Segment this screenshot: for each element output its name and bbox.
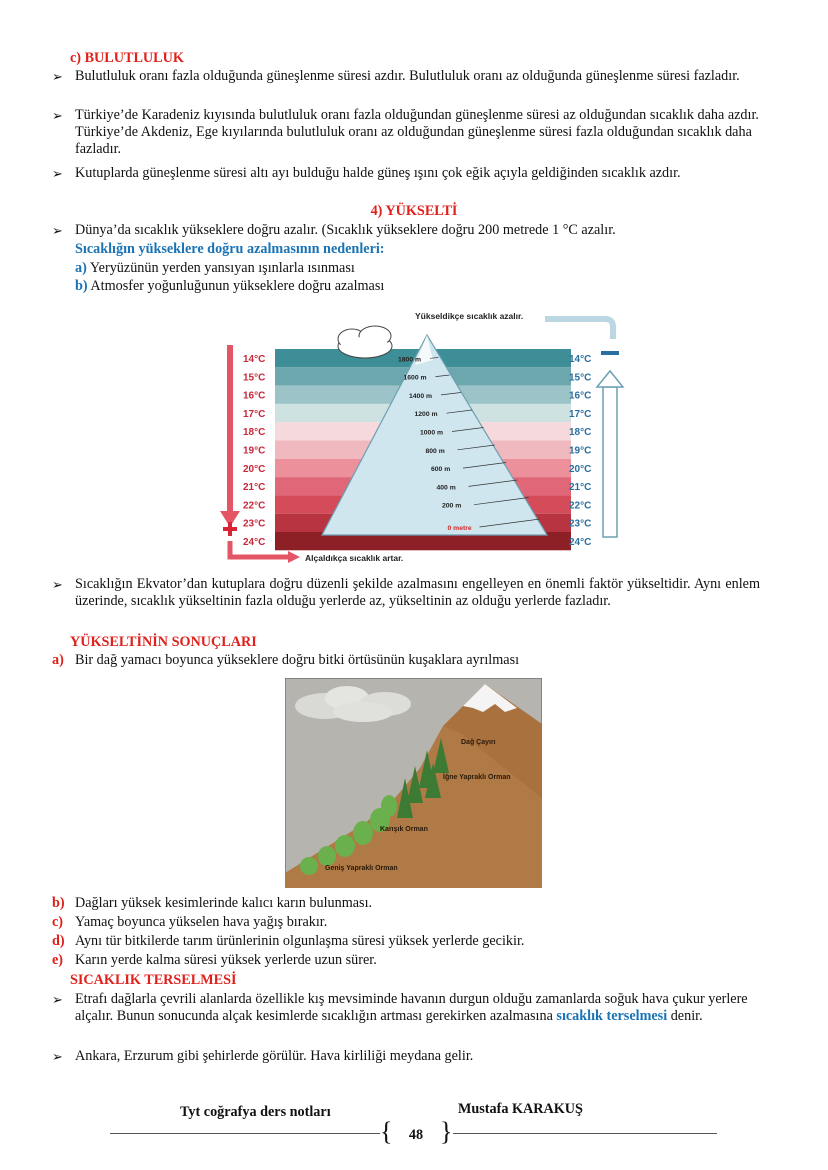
right-arrow-icon <box>288 551 300 563</box>
paragraph: Kutuplarda güneşlenme süresi altı ayı bulduğu halde güneş ışını çok eğik açıyla geldiğinden sıcaklık azdır. <box>75 165 681 181</box>
temperature-label-left: 20°C <box>243 463 266 475</box>
bullet-arrow-icon: ➢ <box>52 577 63 592</box>
list-letter: c) <box>52 914 64 930</box>
zone-label-conifer: İğne Yapraklı Orman <box>443 774 511 781</box>
bullet-arrow-icon: ➢ <box>52 992 63 1007</box>
list-text: Dağları yüksek kesimlerinde kalıcı karın bulunması. <box>75 895 373 911</box>
footer-rule-left <box>110 1133 380 1134</box>
up-arrow-icon <box>597 371 623 537</box>
temperature-label-left: 23°C <box>243 518 266 530</box>
list-letter: e) <box>52 952 64 968</box>
temperature-label-right: 24°C <box>569 537 592 548</box>
temperature-label-right: 16°C <box>569 390 592 402</box>
reasons-title: Sıcaklığın yükseklere doğru azalmasının nedenleri: <box>75 241 385 257</box>
right-temperature-labels <box>569 354 591 548</box>
list-letter: a) <box>75 260 87 276</box>
temperature-label-right: 14°C <box>569 354 592 365</box>
bullet-arrow-icon: ➢ <box>52 223 63 238</box>
temperature-label-right: 23°C <box>569 518 592 530</box>
temperature-label-right: 17°C <box>569 408 592 420</box>
temperature-label-right: 20°C <box>569 463 592 475</box>
temperature-label-left: 17°C <box>243 408 266 420</box>
zone-label-broadleaf: Geniş Yapraklı Orman <box>325 865 398 872</box>
temperature-label-left: 15°C <box>243 372 266 384</box>
bullet-arrow-icon: ➢ <box>52 69 63 84</box>
text-segment: denir. <box>667 1008 703 1024</box>
paragraph: Türkiye’de Karadeniz kıyısında bulutluluk oranı fazla olduğundan güneşlenme süresi az olduğundan sıcaklık daha azdır. Türkiye’de Akdeniz, Ege kıyılarında bulutluluk oranı az olduğundan güneşlenme süresi fazla olduğundan sıcaklık daha fazladır. <box>75 107 759 157</box>
list-letter: b) <box>52 895 65 911</box>
temperature-label-left: 21°C <box>243 482 266 494</box>
paragraph: Bulutluluk oranı fazla olduğunda güneşlenme süresi azdır. Bulutluluk oranı az olduğunda güneşlenme süresi fazladır. <box>75 68 740 84</box>
temperature-label-left: 24°C <box>243 537 266 548</box>
list-letter: b) <box>75 278 88 294</box>
temperature-label-right: 19°C <box>569 445 592 457</box>
minus-icon <box>601 351 619 355</box>
list-letter: a) <box>52 652 64 668</box>
footer-author: Mustafa KARAKUŞ <box>458 1101 583 1117</box>
list-text: Yamaç boyunca yükselen hava yağış bırakır. <box>75 914 328 930</box>
temperature-label-left: 18°C <box>243 427 266 439</box>
results-title: YÜKSELTİNİN SONUÇLARI <box>70 634 257 650</box>
term-highlight: sıcaklık terselmesi <box>556 1008 668 1024</box>
temperature-label-left: 14°C <box>243 354 266 365</box>
down-arrow-icon <box>220 345 240 527</box>
footer-rule-right <box>453 1133 717 1134</box>
text-segment: Etrafı dağlarla çevrili alanlarda özellikle kış mevsiminde havanın durgun olduğu zamanlarda soğuk hava çukur yerlere alçalır. Bunun sonucunda alçak kesimlerde sıcaklığın artması gerekirken azalmasına <box>75 991 748 1024</box>
altitude-label: 600 m <box>431 466 451 474</box>
temperature-label-right: 22°C <box>569 500 592 512</box>
altitude-label: 1000 m <box>420 429 444 437</box>
altitude-label: 200 m <box>442 502 462 510</box>
list-text: Bir dağ yamacı boyunca yükseklere doğru bitki örtüsünün kuşaklara ayrılması <box>75 652 520 668</box>
temperature-label-left: 19°C <box>243 445 266 457</box>
reason-item-a <box>75 260 355 277</box>
bottom-label: Alçaldıkça sıcaklık artar. <box>305 553 404 563</box>
list-letter: d) <box>52 933 65 949</box>
paragraph: Sıcaklığın Ekvator’dan kutuplara doğru düzenli şekilde azalmasını engelleyen en önemli faktör yükseltidir. Aynı enlem üzerinde, sıcaklık yükseltinin fazla olduğu yerlerde az, yükseltinin az olduğu yerlerde fazladır. <box>75 576 760 609</box>
altitude-temperature-diagram <box>215 305 635 573</box>
zone-label-meadow: Dağ Çayırı <box>461 739 496 746</box>
left-temperature-labels <box>243 354 265 548</box>
altitude-label: 1200 m <box>414 411 438 419</box>
top-arrow-line <box>545 319 613 339</box>
list-text: Atmosfer yoğunluğunun yükseklere doğru azalması <box>90 278 385 294</box>
section-title-bulutluluk: c) BULUTLULUK <box>70 50 184 66</box>
list-text: Karın yerde kalma süresi yüksek yerlerde uzun sürer. <box>75 952 377 968</box>
temperature-label-right: 21°C <box>569 482 592 494</box>
bullet-arrow-icon: ➢ <box>52 166 63 181</box>
list-text: Aynı tür bitkilerde tarım ürünlerinin olgunlaşma süresi yüksek yerlerde gecikir. <box>75 933 525 949</box>
altitude-label: 0 metre <box>447 525 472 532</box>
top-label: Yükseldikçe sıcaklık azalır. <box>415 311 524 321</box>
bullet-arrow-icon: ➢ <box>52 1049 63 1064</box>
paragraph <box>75 991 760 1025</box>
altitude-label: 1600 m <box>403 374 427 382</box>
cloud-icon <box>338 326 392 358</box>
paragraph: Ankara, Erzurum gibi şehirlerde görülür. Hava kirliliği meydana gelir. <box>75 1048 474 1064</box>
footer-brace-right: } <box>440 1117 453 1146</box>
temperature-label-left: 16°C <box>243 390 266 402</box>
paragraph: Dünya’da sıcaklık yükseklere doğru azalır. (Sıcaklık yükseklere doğru 200 metrede 1 °C azalır. <box>75 222 616 238</box>
footer-course-title: Tyt coğrafya ders notları <box>180 1104 331 1120</box>
altitude-label: 1400 m <box>409 392 433 400</box>
vegetation-zones-diagram <box>285 678 542 888</box>
reason-item-b <box>75 278 384 295</box>
list-text: Yeryüzünün yerden yansıyan ışınlarla ısınması <box>89 260 355 276</box>
altitude-label: 1800 m <box>398 356 422 364</box>
zone-label-mixed: Karışık Orman <box>380 826 428 833</box>
section-title-yukselti: 4) YÜKSELTİ <box>370 203 458 219</box>
altitude-label: 400 m <box>436 484 456 492</box>
page-number: 48 <box>408 1127 424 1143</box>
footer-brace-left: { <box>380 1117 393 1146</box>
inversion-title: SICAKLIK TERSELMESİ <box>70 972 237 988</box>
temperature-label-right: 15°C <box>569 372 592 384</box>
altitude-label: 800 m <box>425 447 445 455</box>
plus-icon <box>223 522 237 536</box>
bullet-arrow-icon: ➢ <box>52 108 63 123</box>
temperature-label-right: 18°C <box>569 427 592 439</box>
temperature-label-left: 22°C <box>243 500 266 512</box>
